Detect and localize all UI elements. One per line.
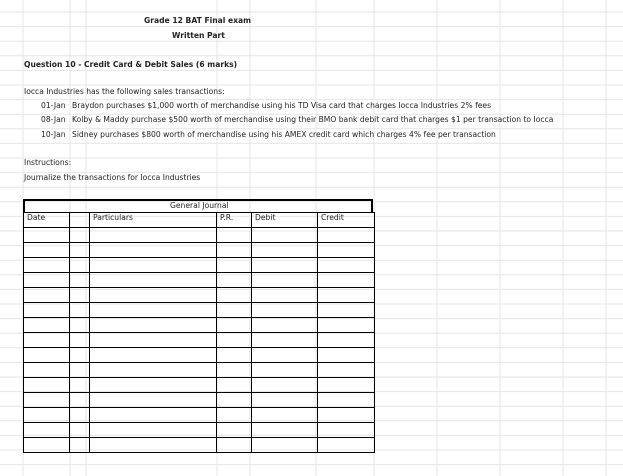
blank-cell[interactable]: [70, 303, 90, 318]
credit-cell[interactable]: [318, 423, 375, 438]
transaction-date: 08-Jan: [41, 115, 66, 124]
pr-cell[interactable]: [217, 378, 252, 393]
particulars-cell[interactable]: [90, 438, 217, 453]
date-cell[interactable]: [24, 378, 70, 393]
particulars-cell[interactable]: [90, 378, 217, 393]
debit-cell[interactable]: [252, 243, 318, 258]
pr-cell[interactable]: [217, 303, 252, 318]
particulars-cell[interactable]: [90, 228, 217, 243]
credit-cell[interactable]: [318, 378, 375, 393]
journal-header-row: [24, 213, 375, 228]
debit-cell[interactable]: [252, 423, 318, 438]
journal-entry-row: [24, 378, 375, 393]
date-cell[interactable]: [24, 363, 70, 378]
blank-cell[interactable]: [70, 333, 90, 348]
pr-cell[interactable]: [217, 318, 252, 333]
credit-cell[interactable]: [318, 408, 375, 423]
date-cell[interactable]: [24, 318, 70, 333]
blank-cell[interactable]: [70, 363, 90, 378]
particulars-cell[interactable]: [90, 393, 217, 408]
blank-cell[interactable]: [70, 408, 90, 423]
credit-cell[interactable]: [318, 243, 375, 258]
general-journal-table: [23, 212, 375, 453]
blank-cell[interactable]: [70, 423, 90, 438]
particulars-cell[interactable]: [90, 333, 217, 348]
particulars-cell[interactable]: [90, 288, 217, 303]
journal-entry-row: [24, 423, 375, 438]
blank-cell[interactable]: [70, 288, 90, 303]
journal-entry-row: [24, 288, 375, 303]
transaction-text: Braydon purchases $1,000 worth of merchandise using his TD Visa card that charges Iocca Industries 2% fees: [72, 101, 492, 110]
transaction-text: Sidney purchases $800 worth of merchandise using his AMEX credit card which charges 4% fee per transaction: [72, 130, 496, 139]
column-header-debit: Debit: [252, 213, 318, 228]
journal-title-box: [23, 199, 373, 213]
date-cell[interactable]: [24, 423, 70, 438]
date-cell[interactable]: [24, 243, 70, 258]
column-header-particulars: Particulars: [90, 213, 217, 228]
blank-cell[interactable]: [70, 273, 90, 288]
debit-cell[interactable]: [252, 333, 318, 348]
credit-cell[interactable]: [318, 393, 375, 408]
particulars-cell[interactable]: [90, 318, 217, 333]
debit-cell[interactable]: [252, 303, 318, 318]
column-header-date: Date: [24, 213, 70, 228]
column-header-pr: P.R.: [217, 213, 252, 228]
credit-cell[interactable]: [318, 318, 375, 333]
column-header-blank: [70, 213, 90, 228]
credit-cell[interactable]: [318, 228, 375, 243]
date-cell[interactable]: [24, 258, 70, 273]
credit-cell[interactable]: [318, 333, 375, 348]
date-cell[interactable]: [24, 303, 70, 318]
instructions-text: Journalize the transactions for Iocca Industries: [24, 173, 201, 182]
debit-cell[interactable]: [252, 273, 318, 288]
transaction-date: 10-Jan: [41, 130, 66, 139]
credit-cell[interactable]: [318, 273, 375, 288]
blank-cell[interactable]: [70, 228, 90, 243]
blank-cell[interactable]: [70, 318, 90, 333]
credit-cell[interactable]: [318, 303, 375, 318]
pr-cell[interactable]: [217, 258, 252, 273]
pr-cell[interactable]: [217, 348, 252, 363]
transaction-date: 01-Jan: [41, 101, 66, 110]
journal-entry-row: [24, 228, 375, 243]
pr-cell[interactable]: [217, 228, 252, 243]
particulars-cell[interactable]: [90, 243, 217, 258]
transaction-text: Kolby & Maddy purchase $500 worth of merchandise using their BMO bank debit card that charges $1 per transaction to Iocca: [72, 115, 554, 124]
journal-entry-row: [24, 363, 375, 378]
debit-cell[interactable]: [252, 288, 318, 303]
particulars-cell[interactable]: [90, 363, 217, 378]
blank-cell[interactable]: [70, 348, 90, 363]
blank-cell[interactable]: [70, 258, 90, 273]
debit-cell[interactable]: [252, 408, 318, 423]
question-heading: Question 10 - Credit Card & Debit Sales (6 marks): [24, 60, 238, 69]
pr-cell[interactable]: [217, 438, 252, 453]
particulars-cell[interactable]: [90, 258, 217, 273]
credit-cell[interactable]: [318, 363, 375, 378]
journal-entry-row: [24, 303, 375, 318]
particulars-cell[interactable]: [90, 348, 217, 363]
journal-title: General Journal: [170, 201, 229, 210]
journal-entry-row: [24, 438, 375, 453]
journal-entry-row: [24, 333, 375, 348]
question-intro: Iocca Industries has the following sales transactions:: [24, 87, 225, 96]
debit-cell[interactable]: [252, 228, 318, 243]
pr-cell[interactable]: [217, 333, 252, 348]
debit-cell[interactable]: [252, 258, 318, 273]
date-cell[interactable]: [24, 348, 70, 363]
debit-cell[interactable]: [252, 363, 318, 378]
credit-cell[interactable]: [318, 348, 375, 363]
date-cell[interactable]: [24, 333, 70, 348]
date-cell[interactable]: [24, 228, 70, 243]
pr-cell[interactable]: [217, 363, 252, 378]
particulars-cell[interactable]: [90, 408, 217, 423]
journal-entry-row: [24, 318, 375, 333]
journal-entry-row: [24, 258, 375, 273]
instructions-label: Instructions:: [24, 158, 72, 167]
journal-entry-row: [24, 243, 375, 258]
journal-entry-row: [24, 348, 375, 363]
credit-cell[interactable]: [318, 438, 375, 453]
particulars-cell[interactable]: [90, 273, 217, 288]
pr-cell[interactable]: [217, 393, 252, 408]
pr-cell[interactable]: [217, 288, 252, 303]
debit-cell[interactable]: [252, 378, 318, 393]
part-label: Written Part: [172, 31, 225, 40]
date-cell[interactable]: [24, 288, 70, 303]
date-cell[interactable]: [24, 273, 70, 288]
pr-cell[interactable]: [217, 423, 252, 438]
pr-cell[interactable]: [217, 408, 252, 423]
blank-cell[interactable]: [70, 378, 90, 393]
blank-cell[interactable]: [70, 438, 90, 453]
blank-cell[interactable]: [70, 243, 90, 258]
debit-cell[interactable]: [252, 438, 318, 453]
particulars-cell[interactable]: [90, 303, 217, 318]
debit-cell[interactable]: [252, 393, 318, 408]
journal-entry-row: [24, 273, 375, 288]
date-cell[interactable]: [24, 438, 70, 453]
credit-cell[interactable]: [318, 288, 375, 303]
date-cell[interactable]: [24, 393, 70, 408]
debit-cell[interactable]: [252, 348, 318, 363]
blank-cell[interactable]: [70, 393, 90, 408]
journal-entry-row: [24, 408, 375, 423]
pr-cell[interactable]: [217, 243, 252, 258]
exam-title: Grade 12 BAT Final exam: [144, 16, 252, 25]
credit-cell[interactable]: [318, 258, 375, 273]
particulars-cell[interactable]: [90, 423, 217, 438]
debit-cell[interactable]: [252, 318, 318, 333]
column-header-credit: Credit: [318, 213, 375, 228]
journal-entry-row: [24, 393, 375, 408]
date-cell[interactable]: [24, 408, 70, 423]
pr-cell[interactable]: [217, 273, 252, 288]
